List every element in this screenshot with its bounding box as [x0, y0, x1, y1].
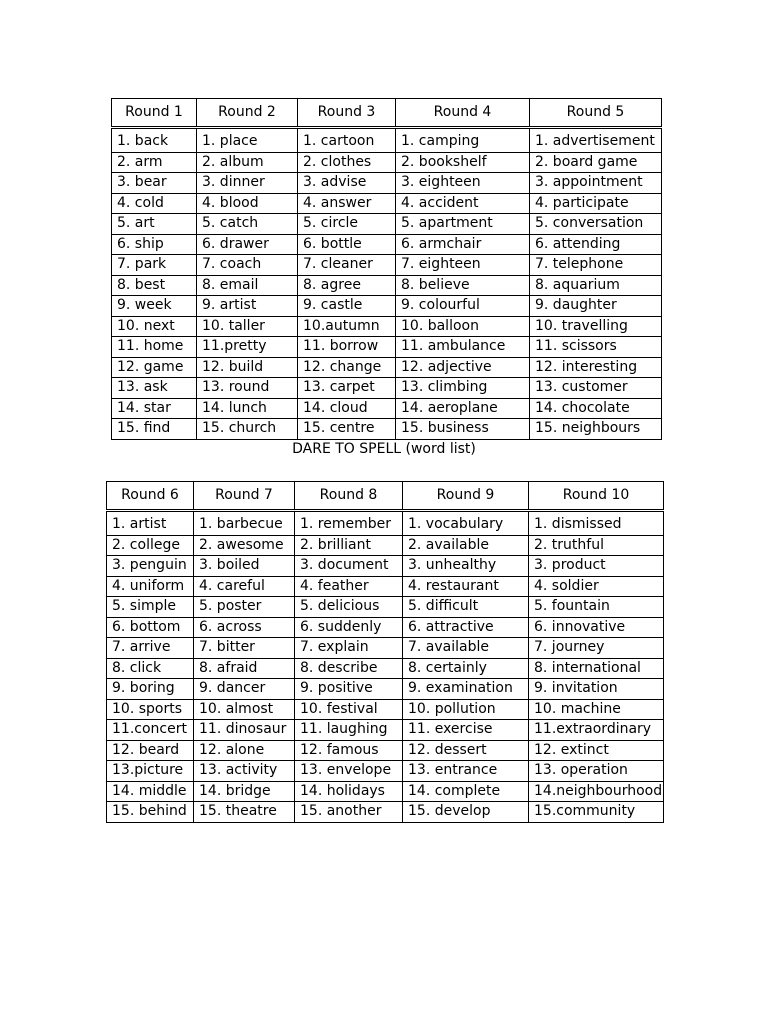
word-cell: 11. scissors [530, 337, 662, 358]
word-cell: 4. participate [530, 193, 662, 214]
word-cell: 4. uniform [107, 576, 194, 597]
column-header: Round 8 [295, 482, 403, 511]
word-cell: 10. festival [295, 699, 403, 720]
table-row [112, 337, 662, 358]
word-cell: 12. game [112, 357, 197, 378]
word-cell: 7. explain [295, 638, 403, 659]
word-cell: 12. famous [295, 740, 403, 761]
word-cell: 3. unhealthy [403, 556, 529, 577]
table-header-row [112, 99, 662, 128]
column-header: Round 4 [396, 99, 530, 128]
word-cell: 12. alone [194, 740, 295, 761]
column-header: Round 5 [530, 99, 662, 128]
word-cell: 5. conversation [530, 214, 662, 235]
word-cell: 6. across [194, 617, 295, 638]
word-cell: 1. dismissed [529, 511, 664, 536]
word-cell: 6. armchair [396, 234, 530, 255]
table-row [112, 128, 662, 153]
word-cell: 4. cold [112, 193, 197, 214]
word-cell: 7. cleaner [298, 255, 396, 276]
word-cell: 15. behind [107, 802, 194, 823]
table-row [107, 658, 664, 679]
table-row [112, 398, 662, 419]
word-cell: 4. soldier [529, 576, 664, 597]
table-row [112, 275, 662, 296]
word-cell: 5. delicious [295, 597, 403, 618]
word-cell: 3. penguin [107, 556, 194, 577]
word-cell: 15.community [529, 802, 664, 823]
table-row [107, 720, 664, 741]
word-cell: 8. describe [295, 658, 403, 679]
word-cell: 9. week [112, 296, 197, 317]
word-cell: 8. agree [298, 275, 396, 296]
word-cell: 4. feather [295, 576, 403, 597]
word-cell: 1. back [112, 128, 197, 153]
word-cell: 12. build [197, 357, 298, 378]
table-row [112, 152, 662, 173]
word-cell: 9. positive [295, 679, 403, 700]
word-cell: 5. apartment [396, 214, 530, 235]
word-cell: 9. artist [197, 296, 298, 317]
table-row [107, 802, 664, 823]
column-header: Round 3 [298, 99, 396, 128]
word-cell: 13. entrance [403, 761, 529, 782]
table-row [112, 296, 662, 317]
table-row [107, 511, 664, 536]
word-cell: 8. international [529, 658, 664, 679]
word-cell: 11.extraordinary [529, 720, 664, 741]
word-cell: 10. machine [529, 699, 664, 720]
word-cell: 15. find [112, 419, 197, 440]
word-cell: 9. colourful [396, 296, 530, 317]
word-cell: 13. ask [112, 378, 197, 399]
word-cell: 1. artist [107, 511, 194, 536]
word-cell: 10. next [112, 316, 197, 337]
word-cell: 6. suddenly [295, 617, 403, 638]
table-row [112, 173, 662, 194]
table-row [107, 740, 664, 761]
word-cell: 4. restaurant [403, 576, 529, 597]
word-cell: 14. chocolate [530, 398, 662, 419]
word-cell: 8. aquarium [530, 275, 662, 296]
word-cell: 7. coach [197, 255, 298, 276]
word-cell: 11.pretty [197, 337, 298, 358]
word-cell: 5. circle [298, 214, 396, 235]
word-cell: 10. pollution [403, 699, 529, 720]
word-cell: 5. difficult [403, 597, 529, 618]
word-list-table-rounds-6-10 [106, 481, 664, 823]
word-cell: 15. theatre [194, 802, 295, 823]
table-row [112, 214, 662, 235]
word-cell: 8. best [112, 275, 197, 296]
word-cell: 7. telephone [530, 255, 662, 276]
word-cell: 7. eighteen [396, 255, 530, 276]
word-cell: 2. available [403, 535, 529, 556]
word-cell: 11. ambulance [396, 337, 530, 358]
word-cell: 13.picture [107, 761, 194, 782]
word-cell: 2. board game [530, 152, 662, 173]
word-cell: 6. ship [112, 234, 197, 255]
table-row [107, 535, 664, 556]
word-cell: 3. bear [112, 173, 197, 194]
word-cell: 7. available [403, 638, 529, 659]
word-cell: 1. vocabulary [403, 511, 529, 536]
table-row [107, 781, 664, 802]
table-row [107, 576, 664, 597]
word-cell: 12. extinct [529, 740, 664, 761]
word-cell: 11. laughing [295, 720, 403, 741]
word-cell: 8. click [107, 658, 194, 679]
word-cell: 15. centre [298, 419, 396, 440]
word-cell: 5. fountain [529, 597, 664, 618]
word-cell: 12. dessert [403, 740, 529, 761]
word-cell: 11. borrow [298, 337, 396, 358]
word-cell: 13. customer [530, 378, 662, 399]
word-cell: 14. cloud [298, 398, 396, 419]
table-row [107, 679, 664, 700]
word-cell: 5. simple [107, 597, 194, 618]
word-cell: 5. poster [194, 597, 295, 618]
word-cell: 10. sports [107, 699, 194, 720]
word-cell: 7. arrive [107, 638, 194, 659]
word-cell: 10.autumn [298, 316, 396, 337]
word-cell: 14. lunch [197, 398, 298, 419]
table-row [107, 699, 664, 720]
word-cell: 6. bottom [107, 617, 194, 638]
word-list-table-rounds-1-5 [111, 98, 662, 440]
word-cell: 2. album [197, 152, 298, 173]
word-cell: 3. dinner [197, 173, 298, 194]
table-row [112, 357, 662, 378]
word-cell: 2. clothes [298, 152, 396, 173]
word-cell: 9. castle [298, 296, 396, 317]
word-cell: 6. innovative [529, 617, 664, 638]
word-cell: 6. attending [530, 234, 662, 255]
word-cell: 8. believe [396, 275, 530, 296]
word-cell: 13. operation [529, 761, 664, 782]
table-row [112, 378, 662, 399]
word-cell: 13. round [197, 378, 298, 399]
word-cell: 12. beard [107, 740, 194, 761]
word-cell: 13. envelope [295, 761, 403, 782]
word-cell: 4. careful [194, 576, 295, 597]
word-cell: 14. complete [403, 781, 529, 802]
word-cell: 2. college [107, 535, 194, 556]
word-cell: 1. remember [295, 511, 403, 536]
word-cell: 2. arm [112, 152, 197, 173]
word-cell: 15. business [396, 419, 530, 440]
word-cell: 14. bridge [194, 781, 295, 802]
word-cell: 6. drawer [197, 234, 298, 255]
word-cell: 5. catch [197, 214, 298, 235]
word-cell: 2. truthful [529, 535, 664, 556]
word-cell: 2. awesome [194, 535, 295, 556]
word-cell: 10. travelling [530, 316, 662, 337]
word-cell: 10. taller [197, 316, 298, 337]
word-cell: 9. examination [403, 679, 529, 700]
word-cell: 12. interesting [530, 357, 662, 378]
word-cell: 4. accident [396, 193, 530, 214]
column-header: Round 6 [107, 482, 194, 511]
column-header: Round 9 [403, 482, 529, 511]
word-cell: 12. change [298, 357, 396, 378]
word-cell: 11.concert [107, 720, 194, 741]
word-cell: 3. advise [298, 173, 396, 194]
table-row [112, 255, 662, 276]
word-cell: 6. bottle [298, 234, 396, 255]
word-cell: 10. balloon [396, 316, 530, 337]
word-cell: 2. brilliant [295, 535, 403, 556]
column-header: Round 10 [529, 482, 664, 511]
word-cell: 9. boring [107, 679, 194, 700]
word-list-caption: DARE TO SPELL (word list) [292, 441, 476, 457]
column-header: Round 2 [197, 99, 298, 128]
word-cell: 14. aeroplane [396, 398, 530, 419]
word-cell: 7. journey [529, 638, 664, 659]
word-cell: 1. place [197, 128, 298, 153]
word-cell: 1. advertisement [530, 128, 662, 153]
word-cell: 15. neighbours [530, 419, 662, 440]
word-cell: 3. appointment [530, 173, 662, 194]
word-cell: 3. document [295, 556, 403, 577]
word-cell: 11. dinosaur [194, 720, 295, 741]
word-cell: 13. climbing [396, 378, 530, 399]
table-row [107, 638, 664, 659]
word-cell: 13. carpet [298, 378, 396, 399]
word-cell: 1. barbecue [194, 511, 295, 536]
word-cell: 1. camping [396, 128, 530, 153]
table-row [107, 556, 664, 577]
word-cell: 12. adjective [396, 357, 530, 378]
table-row [112, 316, 662, 337]
column-header: Round 1 [112, 99, 197, 128]
word-cell: 9. invitation [529, 679, 664, 700]
column-header: Round 7 [194, 482, 295, 511]
word-cell: 14. middle [107, 781, 194, 802]
word-cell: 6. attractive [403, 617, 529, 638]
table-row [107, 617, 664, 638]
word-cell: 14.neighbourhood [529, 781, 664, 802]
word-cell: 10. almost [194, 699, 295, 720]
word-cell: 4. blood [197, 193, 298, 214]
word-cell: 14. holidays [295, 781, 403, 802]
word-cell: 15. church [197, 419, 298, 440]
word-cell: 8. email [197, 275, 298, 296]
word-cell: 11. home [112, 337, 197, 358]
word-cell: 4. answer [298, 193, 396, 214]
word-cell: 7. bitter [194, 638, 295, 659]
word-cell: 15. another [295, 802, 403, 823]
word-cell: 3. eighteen [396, 173, 530, 194]
word-cell: 8. afraid [194, 658, 295, 679]
word-cell: 3. boiled [194, 556, 295, 577]
word-cell: 5. art [112, 214, 197, 235]
word-cell: 15. develop [403, 802, 529, 823]
word-cell: 11. exercise [403, 720, 529, 741]
table-header-row [107, 482, 664, 511]
table-row [112, 419, 662, 440]
table-row [112, 234, 662, 255]
word-cell: 2. bookshelf [396, 152, 530, 173]
word-cell: 9. daughter [530, 296, 662, 317]
table-row [112, 193, 662, 214]
word-cell: 1. cartoon [298, 128, 396, 153]
table-row [107, 597, 664, 618]
word-cell: 7. park [112, 255, 197, 276]
word-cell: 8. certainly [403, 658, 529, 679]
word-cell: 13. activity [194, 761, 295, 782]
table-row [107, 761, 664, 782]
word-cell: 3. product [529, 556, 664, 577]
word-cell: 14. star [112, 398, 197, 419]
word-cell: 9. dancer [194, 679, 295, 700]
